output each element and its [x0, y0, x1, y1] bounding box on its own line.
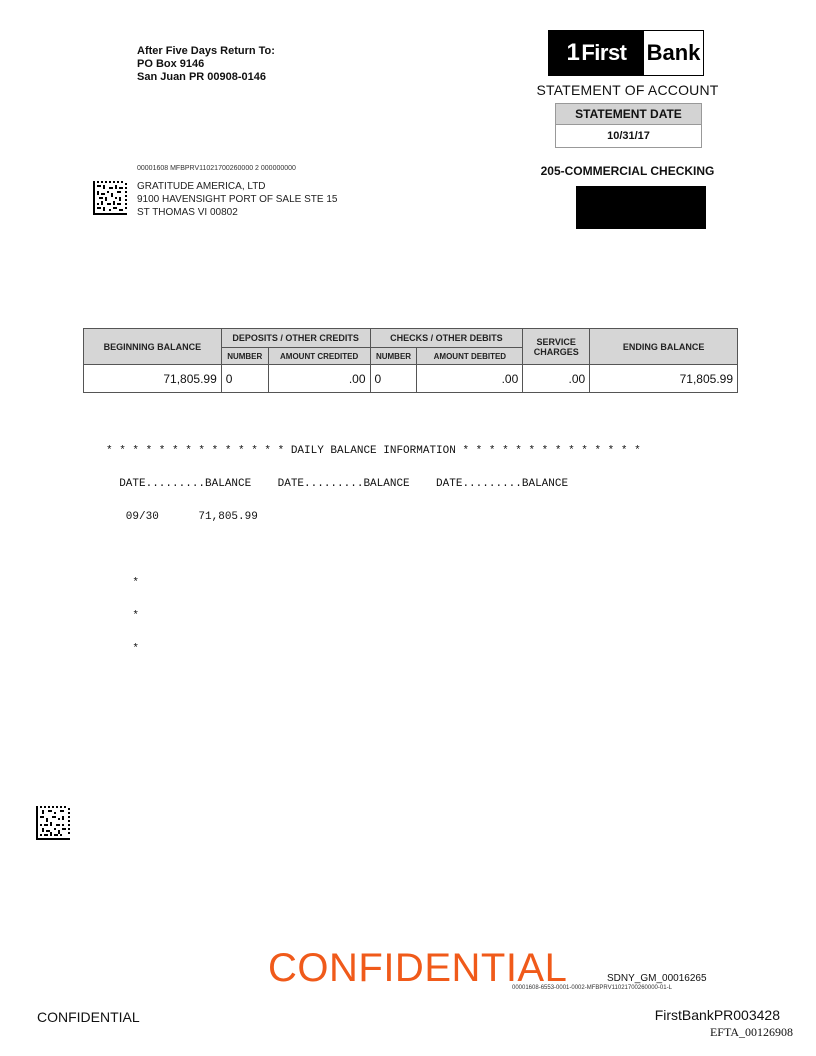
checks-number-value: 0	[370, 365, 417, 393]
statement-title: STATEMENT OF ACCOUNT	[536, 82, 719, 98]
sdny-bates-number: SDNY_GM_00016265	[607, 973, 707, 984]
return-address-line: San Juan PR 00908-0146	[137, 71, 267, 83]
daily-balance-columns: DATE.........BALANCE DATE.........BALANCE DATE.........BALANCE	[106, 478, 569, 490]
account-type: 205-COMMERCIAL CHECKING	[540, 164, 715, 178]
col-deposits: DEPOSITS / OTHER CREDITS	[221, 329, 370, 348]
mailing-sequence-line: 00001608 MFBPRV11021700260000 2 000000000	[137, 165, 296, 172]
spacer	[106, 545, 641, 556]
service-charges-value: .00	[523, 365, 590, 393]
daily-balance-mark: *	[106, 643, 140, 655]
table-row	[84, 365, 738, 393]
col-checks: CHECKS / OTHER DEBITS	[370, 329, 523, 348]
logo-numeral: 1	[566, 39, 580, 66]
col-service-charges-line: CHARGES	[533, 346, 579, 357]
statement-date-box	[555, 103, 702, 148]
return-address	[137, 45, 275, 84]
recipient-address-line: ST THOMAS VI 00802	[137, 207, 238, 218]
statement-date-value: 10/31/17	[607, 130, 650, 142]
col-service-charges	[523, 329, 590, 365]
col-deposits-number: NUMBER	[221, 348, 268, 365]
ending-balance-value: 71,805.99	[590, 365, 738, 393]
datamatrix-barcode-icon	[93, 181, 127, 215]
amount-debited-value: .00	[417, 365, 523, 393]
logo-bank-text: Bank	[646, 40, 701, 65]
amount-credited-value: .00	[268, 365, 370, 393]
deposits-number-value: 0	[221, 365, 268, 393]
firstbank-bates-number: FirstBankPR003428	[654, 1007, 780, 1023]
recipient-address-line: 9100 HAVENSIGHT PORT OF SALE STE 15	[137, 194, 338, 205]
daily-balance-mark: *	[106, 610, 140, 622]
col-ending-balance: ENDING BALANCE	[590, 329, 738, 365]
datamatrix-barcode-icon	[36, 806, 70, 840]
statement-date-label: STATEMENT DATE	[556, 104, 701, 125]
mailing-tracking-code: 00001608-6553-0001-0002-MFBPRV11021700260000-01-L	[512, 985, 672, 991]
confidential-label: CONFIDENTIAL	[37, 1009, 140, 1025]
daily-balance-row: 09/30 71,805.99	[106, 511, 258, 523]
col-service-charges-line: SERVICE	[536, 336, 576, 347]
bank-logo	[548, 30, 704, 76]
daily-balance-banner: * * * * * * * * * * * * * * DAILY BALANCE INFORMATION * * * * * * * * * * * * * *	[106, 445, 641, 457]
col-checks-number: NUMBER	[370, 348, 417, 365]
redaction-block	[576, 186, 706, 229]
beginning-balance-value: 71,805.99	[84, 365, 222, 393]
account-summary-table	[83, 328, 738, 393]
logo-first-text: First	[581, 40, 627, 65]
col-amount-credited: AMOUNT CREDITED	[268, 348, 370, 365]
daily-balance-mark: *	[106, 577, 140, 589]
recipient-address	[137, 180, 337, 219]
recipient-name: GRATITUDE AMERICA, LTD	[137, 181, 266, 192]
return-address-line: After Five Days Return To:	[137, 45, 275, 57]
logo-first-block	[549, 31, 644, 75]
col-amount-debited: AMOUNT DEBITED	[417, 348, 523, 365]
col-beginning-balance: BEGINNING BALANCE	[84, 329, 222, 365]
return-address-line: PO Box 9146	[137, 58, 205, 70]
daily-balance-section	[106, 424, 641, 666]
confidential-stamp: CONFIDENTIAL	[268, 946, 568, 990]
efta-number: EFTA_00126908	[709, 1025, 793, 1039]
